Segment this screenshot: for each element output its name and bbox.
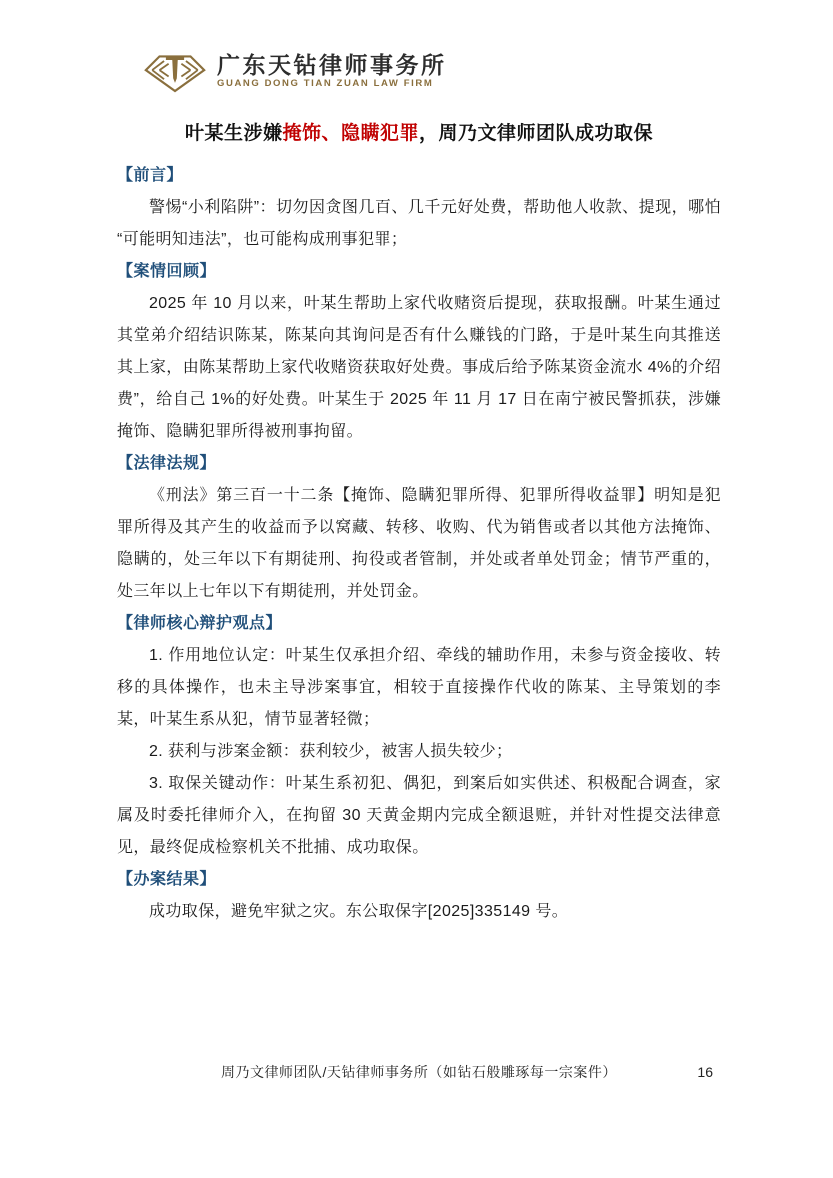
document-section bbox=[117, 448, 721, 608]
paragraph: 2025 年 10 月以来，叶某生帮助上家代收赌资后提现，获取报酬。叶某生通过其堂弟介绍结识陈某，陈某向其询问是否有什么赚钱的门路，于是叶某生向其推送其上家，由陈某帮助上家代收赌资获取好处费。事成后给予陈某资金流水 4%的介绍费”，给自己 1%的好处费。叶某生于 2025 年 11 月 17 日在南宁被民警抓获，涉嫌掩饰、隐瞒犯罪所得被刑事拘留。 bbox=[117, 294, 721, 440]
section-heading: 【前言】 bbox=[117, 166, 184, 184]
paragraph: 成功取保，避免牢狱之灾。东公取保字[2025]335149 号。 bbox=[149, 902, 569, 920]
document-section bbox=[117, 608, 721, 864]
diamond-t-gem-icon bbox=[144, 48, 206, 94]
paragraph: 1. 作用地位认定：叶某生仅承担介绍、牵线的辅助作用，未参与资金接收、转移的具体操作，也未主导涉案事宜，相较于直接操作代收的陈某、主导策划的李某，叶某生系从犯，情节显著轻微； bbox=[117, 646, 721, 728]
section-heading: 【律师核心辩护观点】 bbox=[117, 614, 283, 632]
article-title bbox=[117, 121, 721, 147]
page-number: 16 bbox=[697, 1064, 713, 1080]
paragraph: 《刑法》第三百一十二条【掩饰、隐瞒犯罪所得、犯罪所得收益罪】明知是犯罪所得及其产生的收益而予以窝藏、转移、收购、代为销售或者以其他方法掩饰、隐瞒的，处三年以下有期徒刑、拘役或者管制，并处或者单处罚金；情节严重的，处三年以上七年以下有期徒刑，并处罚金。 bbox=[117, 486, 721, 600]
document-section bbox=[117, 864, 721, 928]
footer-text: 周乃文律师团队/天钻律师事务所（如钻石般雕琢每一宗案件） bbox=[221, 1064, 617, 1080]
document-section bbox=[117, 160, 721, 256]
logo-text-block bbox=[217, 52, 447, 90]
title-prefix: 叶某生涉嫌 bbox=[184, 123, 283, 144]
paragraph: 2. 获利与涉案金额：获利较少，被害人损失较少； bbox=[149, 742, 513, 760]
paragraph: 3. 取保关键动作：叶某生系初犯、偶犯，到案后如实供述、积极配合调查，家属及时委托律师介入，在拘留 30 天黄金期内完成全额退赃，并针对性提交法律意见，最终促成检察机关不批捕、成功取保。 bbox=[117, 774, 721, 856]
page-footer bbox=[117, 1061, 721, 1083]
section-heading: 【案情回顾】 bbox=[117, 262, 217, 280]
logo-en-name: GUANG DONG TIAN ZUAN LAW FIRM bbox=[217, 78, 434, 89]
section-heading: 【法律法规】 bbox=[117, 454, 217, 472]
law-firm-logo bbox=[144, 45, 721, 97]
logo-cn-name: 广东天钻律师事务所 bbox=[217, 52, 447, 78]
section-heading: 【办案结果】 bbox=[117, 870, 217, 888]
document-section bbox=[117, 256, 721, 448]
title-suffix: ，周乃文律师团队成功取保 bbox=[419, 123, 654, 144]
document-body bbox=[117, 160, 721, 928]
title-highlight-red: 掩饰、隐瞒犯罪 bbox=[282, 123, 419, 144]
paragraph: 警惕“小利陷阱”：切勿因贪图几百、几千元好处费，帮助他人收款、提现，哪怕“可能明知违法”，也可能构成刑事犯罪； bbox=[117, 198, 721, 248]
